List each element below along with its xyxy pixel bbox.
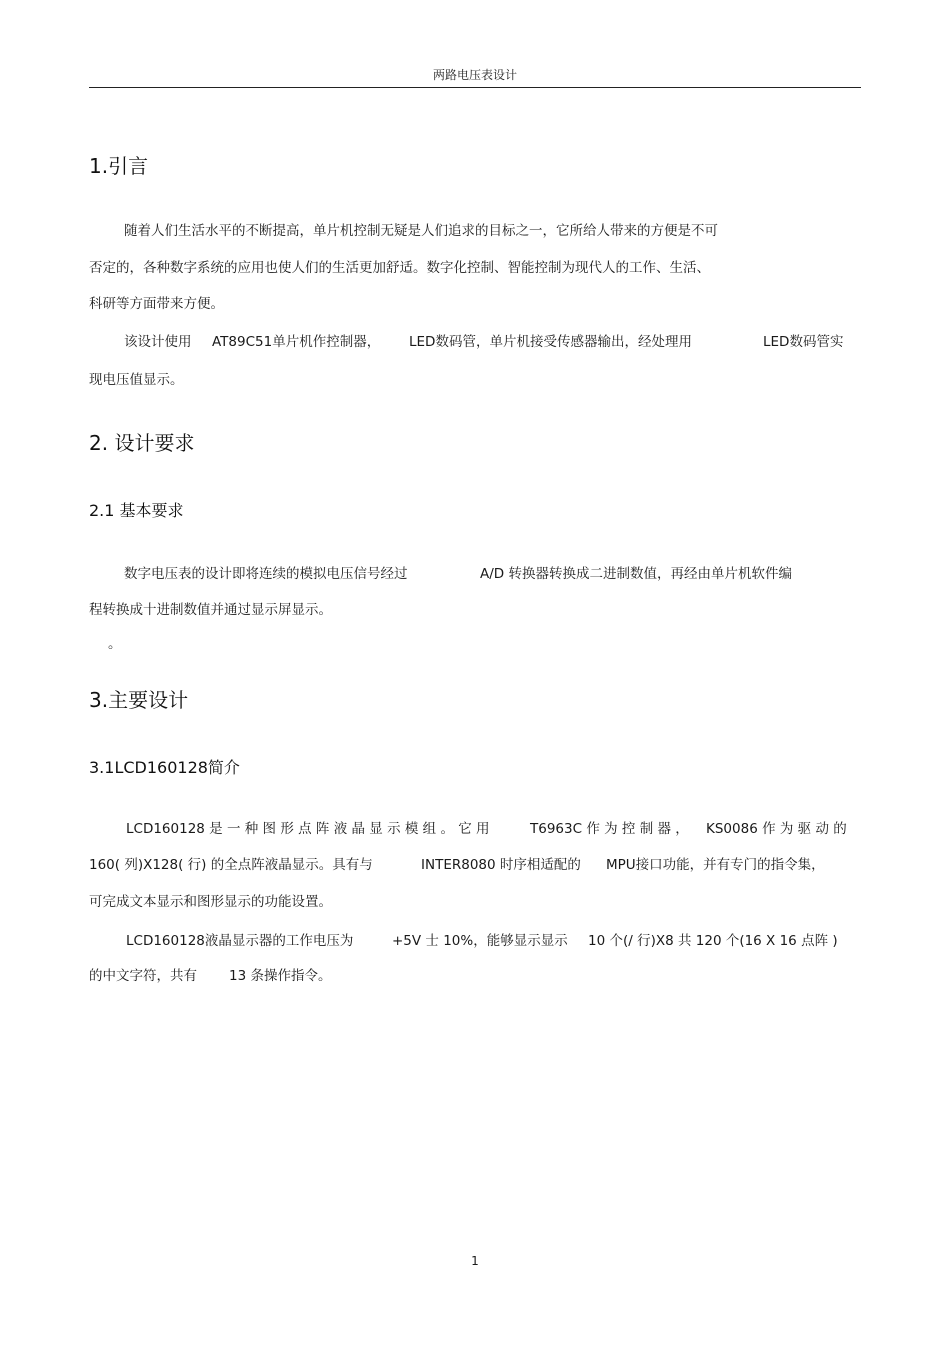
heading-introduction: 1.引言 (89, 154, 149, 178)
subheading-lcd160128: 3.1LCD160128简介 (89, 758, 240, 777)
text-segment: 数字电压表的设计即将连续的模拟电压信号经过 (124, 566, 408, 582)
text-segment: +5V 士 10%，能够显示显示 (392, 933, 568, 949)
text-segment: A/D 转换器转换成二进制数值，再经由单片机软件编 (480, 566, 792, 582)
heading-design-requirements: 2. 设计要求 (89, 431, 195, 455)
text-segment: AT89C51单片机作控制器， (212, 334, 381, 350)
text-segment: INTER8080 时序相适配的 (421, 857, 581, 873)
paragraph-line: 科研等方面带来方便。 (89, 296, 224, 312)
paragraph-line: 现电压值显示。 (89, 372, 184, 388)
paragraph-line: 。 (108, 636, 122, 652)
text-segment: KS0086 作 为 驱 动 的 (706, 821, 847, 837)
paragraph-line (0, 330, 950, 350)
text-segment: MPU接口功能，并有专门的指令集， (606, 857, 825, 873)
heading-main-design: 3.主要设计 (89, 688, 189, 712)
paragraph-line (0, 853, 950, 873)
paragraph-line: 否定的，各种数字系统的应用也使人们的生活更加舒适。数字化控制、智能控制为现代人的工作、生活、 (89, 260, 710, 276)
page-number: 1 (471, 1254, 479, 1268)
paragraph-line: 随着人们生活水平的不断提高，单片机控制无疑是人们追求的目标之一，它所给人带来的方便是不可 (124, 223, 718, 239)
header-rule (89, 87, 861, 88)
paragraph-line (0, 817, 950, 837)
paragraph-line (0, 929, 950, 949)
text-segment: 160( 列)X128( 行) 的全点阵液晶显示。具有与 (89, 857, 373, 873)
paragraph-line (0, 562, 950, 582)
text-segment: LED数码管实 (763, 334, 844, 350)
text-segment: 的中文字符，共有 (89, 968, 197, 984)
paragraph-line: 可完成文本显示和图形显示的功能设置。 (89, 894, 332, 910)
text-segment: LCD160128 是 一 种 图 形 点 阵 液 晶 显 示 模 组 。 它 用 (126, 821, 490, 837)
text-segment: LED数码管，单片机接受传感器输出，经处理用 (409, 334, 692, 350)
text-segment: LCD160128液晶显示器的工作电压为 (126, 933, 354, 949)
paragraph-line (0, 964, 950, 984)
running-header: 两路电压表设计 (432, 68, 517, 82)
subheading-basic-requirements: 2.1 基本要求 (89, 501, 184, 520)
text-segment: T6963C 作 为 控 制 器 ， (530, 821, 689, 837)
text-segment: 13 条操作指令。 (229, 968, 332, 984)
paragraph-line: 程转换成十进制数值并通过显示屏显示。 (89, 602, 332, 618)
text-segment: 该设计使用 (124, 334, 192, 350)
text-segment: 10 个(/ 行)X8 共 120 个(16 X 16 点阵 ) (588, 933, 838, 949)
